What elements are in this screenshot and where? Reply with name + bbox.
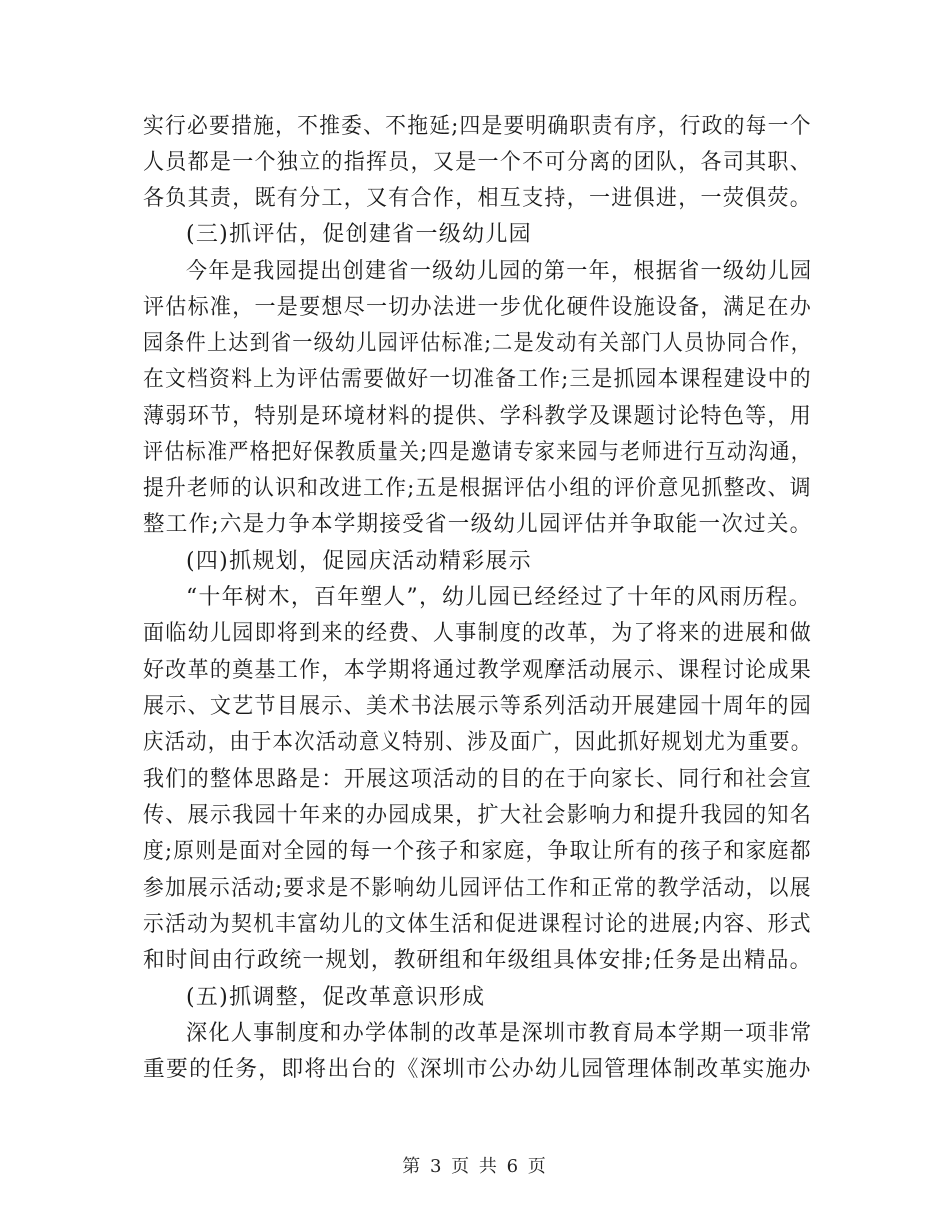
text-line: 和时间由行政统一规划，教研组和年级组具体安排;任务是出精品。	[143, 948, 813, 973]
text-line: 今年是我园提出创建省一级幼儿园的第一年，根据省一级幼儿园	[186, 259, 813, 284]
text-line: 提升老师的认识和改进工作;五是根据评估小组的评价意见抓整改、调	[143, 476, 812, 501]
text-line: 好改革的奠基工作，本学期将通过教学观摩活动展示、课程讨论成果	[143, 658, 813, 683]
text-line: 评估标准，一是要想尽一切办法进一步优化硬件设施设备，满足在办	[143, 295, 813, 320]
text-line: 度;原则是面对全园的每一个孩子和家庭，争取让所有的孩子和家庭都	[143, 839, 812, 864]
text-line: 各负其责，既有分工，又有合作，相互支持，一进俱进，一荧俱荧。	[143, 186, 813, 211]
text-line: “十年树木，百年塑人”，幼儿园已经经过了十年的风雨历程。	[186, 585, 812, 610]
section-heading: (四)抓规划，促园庆活动精彩展示	[186, 549, 532, 574]
text-line: 面临幼儿园即将到来的经费、人事制度的改革，为了将来的进展和做	[143, 621, 813, 646]
text-line: 人员都是一个独立的指挥员，又是一个不可分离的团队，各司其职、	[143, 150, 813, 175]
text-line: 展示、文艺节目展示、美术书法展示等系列活动开展建园十周年的园	[143, 694, 813, 719]
text-line: 在文档资料上为评估需要做好一切准备工作;三是抓园本课程建设中的	[143, 367, 812, 392]
text-line: 园条件上达到省一级幼儿园评估标准;二是发动有关部门人员协同合作，	[143, 331, 813, 356]
text-line: 深化人事制度和办学体制的改革是深圳市教育局本学期一项非常	[186, 1021, 813, 1046]
section-heading: (五)抓调整，促改革意识形成	[186, 985, 486, 1010]
text-line: 庆活动，由于本次活动意义特别、涉及面广，因此抓好规划尤为重要。	[143, 730, 813, 755]
text-line: 实行必要措施，不推委、不拖延;四是要明确职责有序，行政的每一个	[143, 114, 812, 139]
text-line: 我们的整体思路是：开展这项活动的目的在于向家长、同行和社会宣	[143, 767, 813, 792]
text-line: 重要的任务，即将出台的《深圳市公办幼儿园管理体制改革实施办	[143, 1057, 812, 1082]
text-line: 参加展示活动;要求是不影响幼儿园评估工作和正常的教学活动，以展	[143, 876, 812, 901]
text-line: 示活动为契机丰富幼儿的文体生活和促进课程讨论的进展;内容、形式	[143, 912, 812, 937]
text-line: 薄弱环节，特别是环境材料的提供、学科教学及课题讨论特色等，用	[143, 404, 813, 429]
text-line: 评估标准严格把好保教质量关;四是邀请专家来园与老师进行互动沟通，	[143, 440, 813, 465]
section-heading: (三)抓评估，促创建省一级幼儿园	[186, 222, 532, 247]
text-line: 传、展示我园十年来的办园成果，扩大社会影响力和提升我园的知名	[143, 803, 813, 828]
page-number-footer: 第 3 页 共 6 页	[402, 1156, 548, 1177]
text-line: 整工作;六是力争本学期接受省一级幼儿园评估并争取能一次过关。	[143, 512, 813, 537]
